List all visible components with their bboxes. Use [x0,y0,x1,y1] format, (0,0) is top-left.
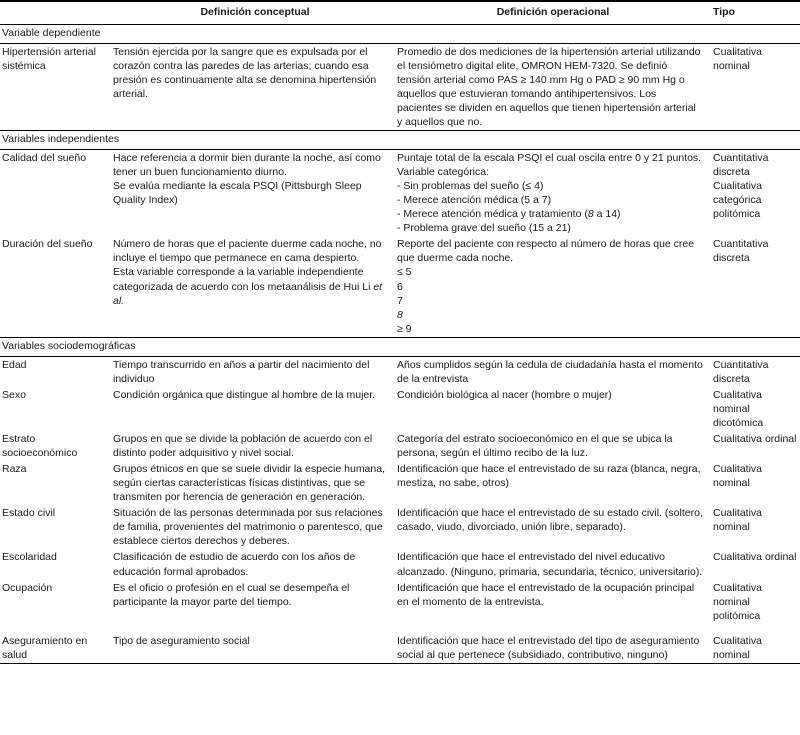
cell-variable: Calidad del sueño [2,151,87,164]
table-header [0,1,800,24]
cell-type: Cualitativa nominal [713,463,763,490]
table-row [0,580,800,624]
table-row [0,356,800,387]
column-header-variable [0,1,113,24]
cell-variable: Sexo [2,388,26,401]
type-line: Cuantitativa discreta [713,151,769,179]
cell-conceptual: Grupos en que se divide la población de acuerdo con el distinto poder adquisitivo y nivel social. [113,432,373,459]
cell-operational: Condición biológica al nacer (hombre o mujer) [397,388,612,401]
cell-operational [397,149,709,236]
cell-conceptual: Situación de las personas determinada por sus relaciones de familia, provenientes del matrimonio o parentesco, que establece ciertos derechos y deberes. [113,507,383,548]
cell-operational: Promedio de dos mediciones de la hipertensión arterial utilizando el tensiómetro digital elite, OMRON HEM-7320. Se definió tensión arterial como PAS ≥ 140 mm Hg o PAD ≥ 90 mm Hg o aquellos que estuvieran tomando antihipertensivos. Los pacientes se dividen en aquellos que tienen hipertensión arterial y aquellos que no. [397,43,709,130]
cell-type: Cuantitativa discreta [713,358,769,385]
table-row [0,549,800,579]
operational-value: 7 [397,294,403,307]
table-row [0,43,800,130]
cell-conceptual: Tiempo transcurrido en años a partir del nacimiento del individuo [113,358,370,385]
operational-option: - Merece atención médica y tratamiento (8 a 14) [397,208,621,221]
section-title-dependent: Variable dependiente [0,24,800,43]
cell-variable: Escolaridad [2,551,57,564]
cell-type [709,149,800,236]
cell-variable: Hipertensión arterial sistémica [0,43,113,130]
cell-operational: Años cumplidos según la cedula de ciudadanía hasta el momento de la entrevista [397,358,703,385]
cell-type: Cualitativa nominal dicotómica [713,388,764,429]
cell-type: Cualitativa nominal [709,43,800,130]
et-al-italic: et al. [113,280,383,307]
cell-variable: Edad [2,358,27,371]
table-row [0,431,800,461]
table-row [0,387,800,431]
cell-operational: Identificación que hace el entrevistado de su estado civil. (soltero, casado, viudo, divorciado, unión libre, separado). [397,507,703,534]
cell-type: Cualitativa nominal [713,507,763,534]
cell-variable: Estrato socioeconómico [2,432,78,459]
cell-conceptual: Tensión ejercida por la sangre que es expulsada por el corazón contra las paredes de las arterias; cuando esa presión es continuamente alta se denomina hipertensión arterial. [113,43,397,130]
operational-option: - Merece atención médica (5 a 7) [397,194,552,207]
cell-conceptual: Es el oficio o profesión en el cual se desempeña el participante la mayor parte del tiempo. [113,581,350,608]
operational-line: Variable categórica: [397,166,490,179]
section-header-row [0,24,800,43]
conceptual-line: Esta variable corresponde a la variable independiente categorizada de acuerdo con los metaanálisis de Hui Li et al. [113,266,383,307]
operational-value: ≥ 9 [397,322,412,335]
header-row [0,1,800,24]
type-line: Cuantitativa discreta [713,238,769,265]
cell-operational: Identificación que hace el entrevistado de su raza (blanca, negra, mestiza, no sabe, otros) [397,463,701,490]
cell-variable: Raza [2,463,27,476]
cell-operational: Identificación que hace el entrevistado del tipo de aseguramiento social al que pertenece (subsidiado, contributivo, ninguno) [397,634,700,661]
column-header-operational-definition: Definición operacional [397,1,709,24]
cell-operational: Categoría del estrato socioeconómico en el que se ubica la persona, según el último recibo de la luz. [397,432,673,459]
section-title-independent: Variables independientes [0,131,800,150]
section-header-row [0,337,800,356]
cell-operational: Identificación que hace el entrevistado de la ocupación principal en el momento de la entrevista. [397,581,695,608]
cell-type: Cualitativa nominal politómica [713,581,763,622]
cell-conceptual: Clasificación de estudio de acuerdo con los años de educación formal aprobados. [113,551,356,578]
table-row [0,505,800,549]
row-spacer [0,624,800,633]
cell-conceptual: Tipo de aseguramiento social [113,634,250,647]
cell-operational [397,236,709,337]
table-row [0,461,800,505]
type-line: Cualitativa categórica politómica [713,180,763,221]
cell-variable: Aseguramiento en salud [2,634,88,661]
cell-variable: Ocupación [2,581,53,594]
cell-conceptual: Condición orgánica que distingue al hombre de la mujer. [113,388,376,401]
cell-variable: Estado civil [2,507,56,520]
cell-type: Cualitativa nominal [713,634,763,661]
conceptual-line: Número de horas que el paciente duerme cada noche, no incluye el tiempo que permanece en cama despierto. [113,238,382,265]
table-row [0,236,800,337]
table-bottom-rule [0,663,800,664]
conceptual-line: Se evalúa mediante la escala PSQI (Pittsburgh Sleep Quality Index) [113,180,362,207]
cell-operational: Identificación que hace el entrevistado del nivel educativo alcanzado. (Ninguno, primaria, secundaria, técnico, universitario). [397,551,703,578]
operational-value: 6 [397,280,403,293]
operational-line: Reporte del paciente con respecto al número de horas que cree que duerme cada noche. [397,238,695,265]
value-italic: 8 [587,208,594,221]
cell-variable: Duración del sueño [0,236,113,337]
table-row [0,633,800,664]
cell-type: Cualitativa ordinal [713,432,797,445]
bottom-rule-cell [0,663,800,664]
section-title-sociodemographic: Variables sociodemográficas [0,337,800,356]
column-header-conceptual-definition: Definición conceptual [113,1,397,24]
cell-conceptual [113,236,397,337]
cell-conceptual: Grupos étnicos en que se suele dividir la especie humana, según ciertas características físicas distintivas, que se transmiten por herencia de generación en generación. [113,463,385,504]
table-body [0,24,800,664]
spacer-cell [0,624,800,633]
operational-option: - Sin problemas del sueño (≤ 4) [397,180,544,193]
conceptual-line: Hace referencia a dormir bien durante la noche, así como tener un buen funcionamiento diurno. [113,151,381,179]
section-header-row [0,131,800,150]
operational-line: Puntaje total de la escala PSQI el cual oscila entre 0 y 21 puntos. [397,151,702,164]
table-row [0,149,800,236]
cell-type: Cualitativa ordinal [713,551,797,564]
operational-value: 8 [397,308,403,321]
operational-value: ≤ 5 [397,266,412,279]
cell-conceptual [113,149,397,236]
operational-option: - Problema grave del sueño (15 a 21) [397,222,571,235]
column-header-type: Tipo [709,1,800,24]
cell-type [709,236,800,337]
